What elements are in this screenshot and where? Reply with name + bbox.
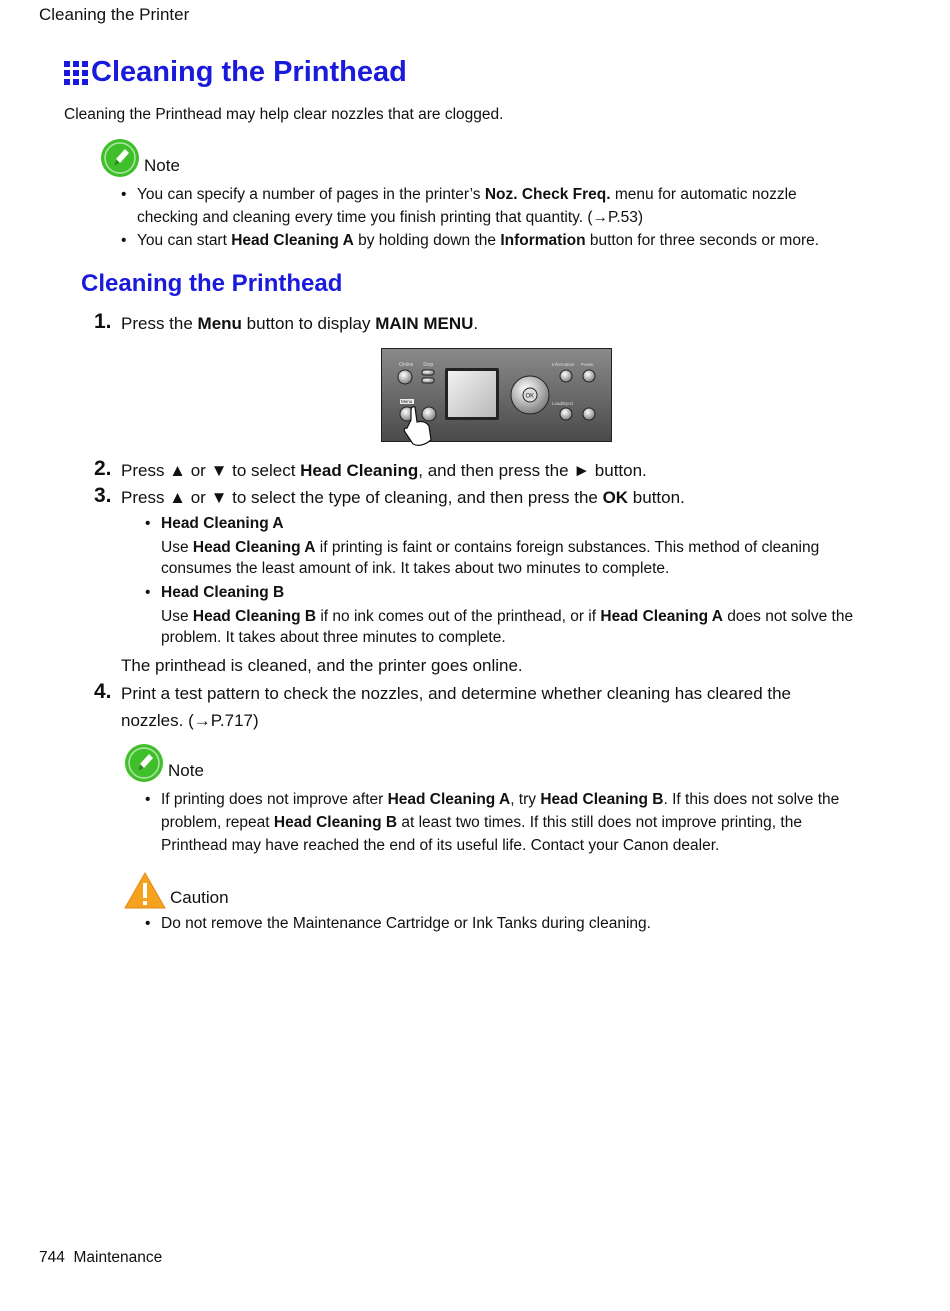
note-list	[121, 183, 860, 252]
warning-icon	[124, 872, 166, 910]
up-nav-button[interactable]	[422, 370, 434, 375]
step-number: 4.	[94, 680, 112, 703]
note-header	[124, 743, 864, 783]
step-text: Print a test pattern to check the nozzles, and determine whether cleaning has cleared the nozzles. (→P.717)	[121, 684, 792, 730]
option-title: • Head Cleaning B	[145, 582, 890, 603]
power-label: Power	[581, 362, 594, 367]
step-4	[94, 680, 854, 736]
online-label: Online	[399, 362, 414, 368]
step-3	[94, 484, 914, 512]
caution-label: Caution	[170, 888, 229, 907]
option-description: Use Head Cleaning A if printing is faint or contains foreign substances. This method of cleaning consumes the least amount of ink. It takes about two minutes to complete.	[161, 539, 820, 577]
grid-icon	[64, 61, 88, 85]
step-text: Press ▲ or ▼ to select the type of cleaning, and then press the OK button.	[121, 488, 685, 507]
intro-text: Cleaning the Printhead may help clear nozzles that are clogged.	[64, 106, 504, 123]
down-nav-button[interactable]	[422, 378, 434, 383]
list-item: • If printing does not improve after Head Cleaning A, try Head Cleaning B. If this does not solve the problem, repeat Head Cleaning B at least two times. If this still does not improve printing, the Printhead may have reached the end of its useful life. Contact your Canon dealer.	[145, 788, 864, 857]
control-panel-illustration	[381, 348, 612, 442]
step-number: 1.	[94, 310, 112, 333]
list-item: • Do not remove the Maintenance Cartridge or Ink Tanks during cleaning.	[145, 912, 864, 935]
cleaning-option-a	[145, 513, 890, 579]
step-number: 3.	[94, 484, 112, 507]
page-title	[64, 56, 407, 89]
caution-header	[124, 872, 864, 910]
svg-text:Stop: Stop	[423, 362, 434, 368]
option-title: • Head Cleaning A	[145, 513, 890, 534]
information-label: Information	[552, 362, 575, 367]
back-button[interactable]	[422, 407, 436, 421]
pencil-note-icon	[100, 138, 140, 178]
information-button[interactable]	[560, 370, 572, 382]
cleaning-option-b	[145, 582, 890, 648]
load-eject-button[interactable]	[560, 408, 572, 420]
note-list	[145, 788, 864, 857]
note-header	[100, 138, 860, 178]
load-eject-label: Load/Eject	[552, 401, 574, 406]
pencil-note-icon	[124, 743, 164, 783]
caution-block	[124, 872, 864, 935]
running-header: Cleaning the Printer	[39, 5, 190, 24]
stop-button[interactable]	[583, 408, 595, 420]
step-2	[94, 457, 914, 485]
note-block	[124, 743, 864, 857]
option-description: Use Head Cleaning B if no ink comes out of the printhead, or if Head Cleaning A does not solve the problem. It takes about three minutes to complete.	[161, 608, 854, 646]
menu-label: Menu	[401, 399, 413, 404]
power-button[interactable]	[583, 370, 595, 382]
list-item: • You can specify a number of pages in the printer’s Noz. Check Freq. menu for automatic nozzle checking and cleaning every time you finish printing that quantity. (→P.53)	[121, 183, 860, 229]
online-button[interactable]	[398, 370, 412, 384]
step-text: Press ▲ or ▼ to select Head Cleaning, and then press the ► button.	[121, 461, 647, 480]
section-heading: Cleaning the Printhead	[81, 270, 343, 297]
step-1	[94, 310, 894, 338]
list-item: • You can start Head Cleaning A by holding down the Information button for three seconds or more.	[121, 229, 860, 252]
page-title-text: Cleaning the Printhead	[91, 56, 407, 88]
step-result: The printhead is cleaned, and the printer goes online.	[121, 656, 523, 675]
note-label: Note	[144, 156, 180, 175]
note-label: Note	[168, 761, 204, 780]
step-text: Press the Menu button to display MAIN MENU.	[121, 314, 479, 333]
step-number: 2.	[94, 457, 112, 480]
lcd-display	[448, 371, 496, 417]
caution-list	[145, 912, 864, 935]
ok-label: OK	[525, 393, 535, 400]
page-footer: 744 Maintenance	[39, 1249, 163, 1266]
note-block	[100, 138, 860, 252]
